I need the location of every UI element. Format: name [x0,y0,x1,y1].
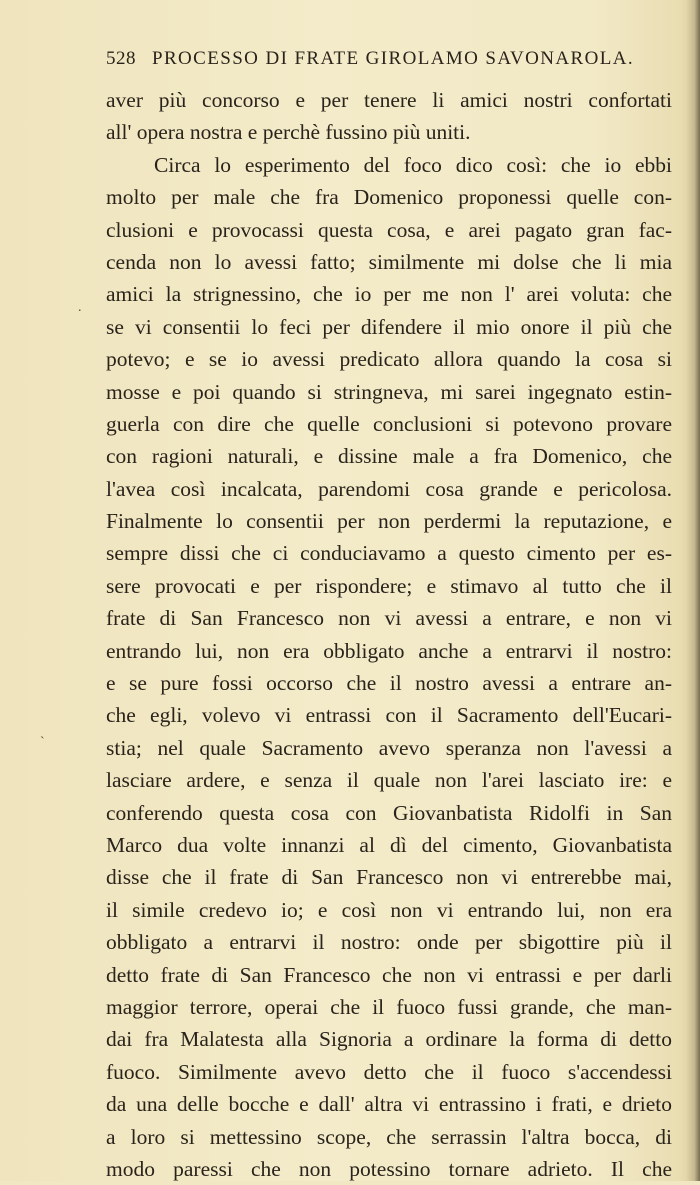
text-line: se vi consentii lo feci per difendere il mio onore il più che [106,314,672,339]
text-line: da una delle bocche e dall' altra vi entrassino i frati, e drieto [106,1092,672,1117]
text-line: il simile credevo io; e così non vi entrando lui, non era [106,897,672,922]
page-number: 528 [106,48,136,69]
text-line: sere provocati e per rispondere; e stimavo al tutto che il [106,573,672,598]
margin-speck: . [78,300,82,315]
text-line: potevo; e se io avessi predicato allora quando la cosa si [106,347,672,372]
running-title: PROCESSO DI FRATE GIROLAMO SAVONAROLA. [152,48,634,69]
text-line: fuoco. Similmente avevo detto che il fuoco s'accendessi [106,1059,672,1084]
text-line: frate di San Francesco non vi avessi a entrare, e non vi [106,606,672,631]
text-line: sempre dissi che ci conduciavamo a questo cimento per es- [106,541,672,566]
text-line: cenda non lo avessi fatto; similmente mi dolse che li mia [106,249,672,274]
text-line: l'avea così incalcata, parendomi cosa grande e pericolosa. [106,476,672,501]
text-line: lasciare ardere, e senza il quale non l'arei lasciato ire: e [106,768,672,793]
text-line: obbligato a entrarvi il nostro: onde per sbigottire più il [106,930,672,955]
text-line: stia; nel quale Sacramento avevo speranza non l'avessi a [106,735,672,760]
text-line: guerla con dire che quelle conclusioni si potevono provare [106,411,672,436]
margin-speck: ` [40,735,45,750]
text-line: con ragioni naturali, e dissine male a fra Domenico, che [106,444,672,469]
text-line: a loro si mettessino scope, che serrassin l'altra bocca, di [106,1124,672,1149]
text-line: aver più concorso e per tenere li amici nostri confortati [106,88,672,112]
text-line: Finalmente lo consentii per non perdermi la reputazione, e [106,509,672,534]
page-header [106,48,676,74]
body-text [106,84,672,1185]
text-line: all' opera nostra e perchè fussino più uniti. [106,120,471,145]
text-line: dai fra Malatesta alla Signoria a ordinare la forma di detto [106,1027,672,1052]
text-line: disse che il frate di San Francesco non vi entrerebbe mai, [106,865,672,890]
text-line: e se pure fossi occorso che il nostro avessi a entrare an- [106,671,672,696]
text-line: Marco dua volte innanzi al dì del cimento, Giovanbatista [106,832,672,857]
text-line: che egli, volevo vi entrassi con il Sacramento dell'Eucari- [106,703,672,728]
text-line: Circa lo esperimento del foco dico così: che io ebbi [154,152,672,177]
text-line: molto per male che fra Domenico proponessi quelle con- [106,185,672,210]
text-line: modo paressi che non potessino tornare adrieto. Il che [106,1156,672,1181]
text-line: maggior terrore, operai che il fuoco fussi grande, che man- [106,994,672,1019]
text-line: clusioni e provocassi questa cosa, e arei pagato gran fac- [106,217,672,242]
text-line: conferendo questa cosa con Giovanbatista Ridolfi in San [106,800,672,825]
text-line: amici la strignessino, che io per me non l' arei voluta: che [106,282,672,307]
text-line: mosse e poi quando si stringneva, mi sarei ingegnato estin- [106,379,672,404]
text-line: entrando lui, non era obbligato anche a entrarvi il nostro: [106,638,672,663]
text-line: detto frate di San Francesco che non vi entrassi e per darli [106,962,672,987]
page-edge-shadow [686,0,700,1181]
